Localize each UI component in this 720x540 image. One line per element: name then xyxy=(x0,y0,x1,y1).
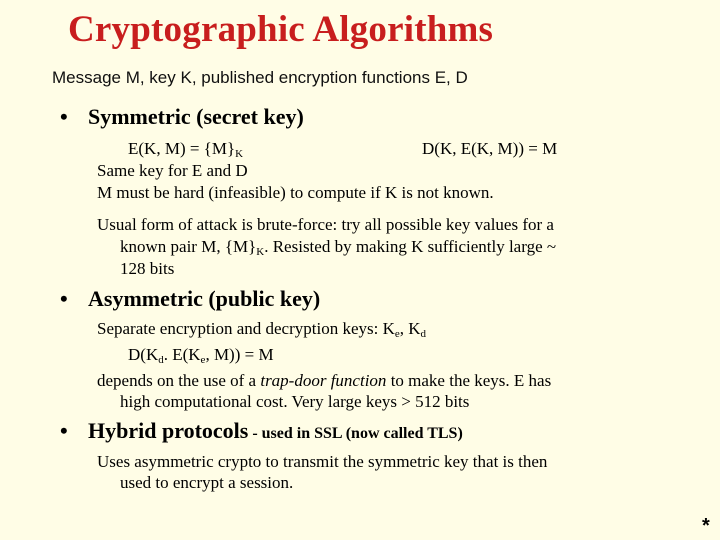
a-formula-c: , M)) = M xyxy=(205,345,274,364)
hybrid-heading: Hybrid protocols xyxy=(88,418,249,443)
symmetric-dec-formula: D(K, E(K, M)) = M xyxy=(422,139,558,158)
corner-mark: * xyxy=(702,515,710,537)
a-line1-pre: Separate encryption and decryption keys: K xyxy=(97,319,395,338)
a-line1-sub-e: e xyxy=(394,328,400,340)
a-line1-sub-d: d xyxy=(420,328,427,340)
hybrid-line-2: used to encrypt a session. xyxy=(120,473,294,492)
bullet-dot: • xyxy=(60,418,68,443)
slide-subtitle: Message M, key K, published encryption functions E, D xyxy=(52,68,468,87)
enc-formula-text: E(K, M) = {M} xyxy=(128,139,236,158)
a-formula-sub-e: e xyxy=(200,354,206,366)
asymmetric-formula xyxy=(128,344,274,371)
asymmetric-heading: Asymmetric (public key) xyxy=(88,286,321,311)
symmetric-heading: Symmetric (secret key) xyxy=(88,104,304,129)
line4-post: . Resisted by making K sufficiently large ~ xyxy=(264,237,557,256)
a-line3-pre: depends on the use of a xyxy=(97,371,261,390)
hybrid-heading-suffix: - used in SSL (now called TLS) xyxy=(248,425,463,442)
bullet-symmetric xyxy=(60,104,304,130)
slide-title: Cryptographic Algorithms xyxy=(68,9,494,50)
line4-sub: K xyxy=(256,246,265,258)
symmetric-line-1: Same key for E and D xyxy=(97,161,248,180)
a-formula-a: D(K xyxy=(128,345,159,364)
a-line3-post: to make the keys. E has xyxy=(386,371,552,390)
bullet-dot: • xyxy=(60,286,68,311)
symmetric-line-2: M must be hard (infeasible) to compute if K is not known. xyxy=(97,183,494,202)
a-line1-mid: , K xyxy=(399,319,421,338)
line4-pre: known pair M, {M} xyxy=(120,237,257,256)
symmetric-line-5: 128 bits xyxy=(120,259,175,278)
bullet-asymmetric xyxy=(60,286,320,312)
bullet-hybrid xyxy=(60,418,463,444)
bullet-dot: • xyxy=(60,104,68,129)
asymmetric-line-3 xyxy=(97,370,551,391)
a-formula-sub-d: d xyxy=(158,354,164,366)
a-line3-em: trap-door function xyxy=(260,371,387,390)
symmetric-line-4 xyxy=(120,236,556,263)
asymmetric-line-4: high computational cost. Very large keys > 512 bits xyxy=(120,392,470,411)
asymmetric-line-1 xyxy=(97,318,426,345)
enc-formula-sub: K xyxy=(235,148,244,160)
hybrid-line-1: Uses asymmetric crypto to transmit the symmetric key that is then xyxy=(97,452,548,471)
a-formula-b: . E(K xyxy=(163,345,201,364)
symmetric-line-3: Usual form of attack is brute-force: try all possible key values for a xyxy=(97,215,554,234)
